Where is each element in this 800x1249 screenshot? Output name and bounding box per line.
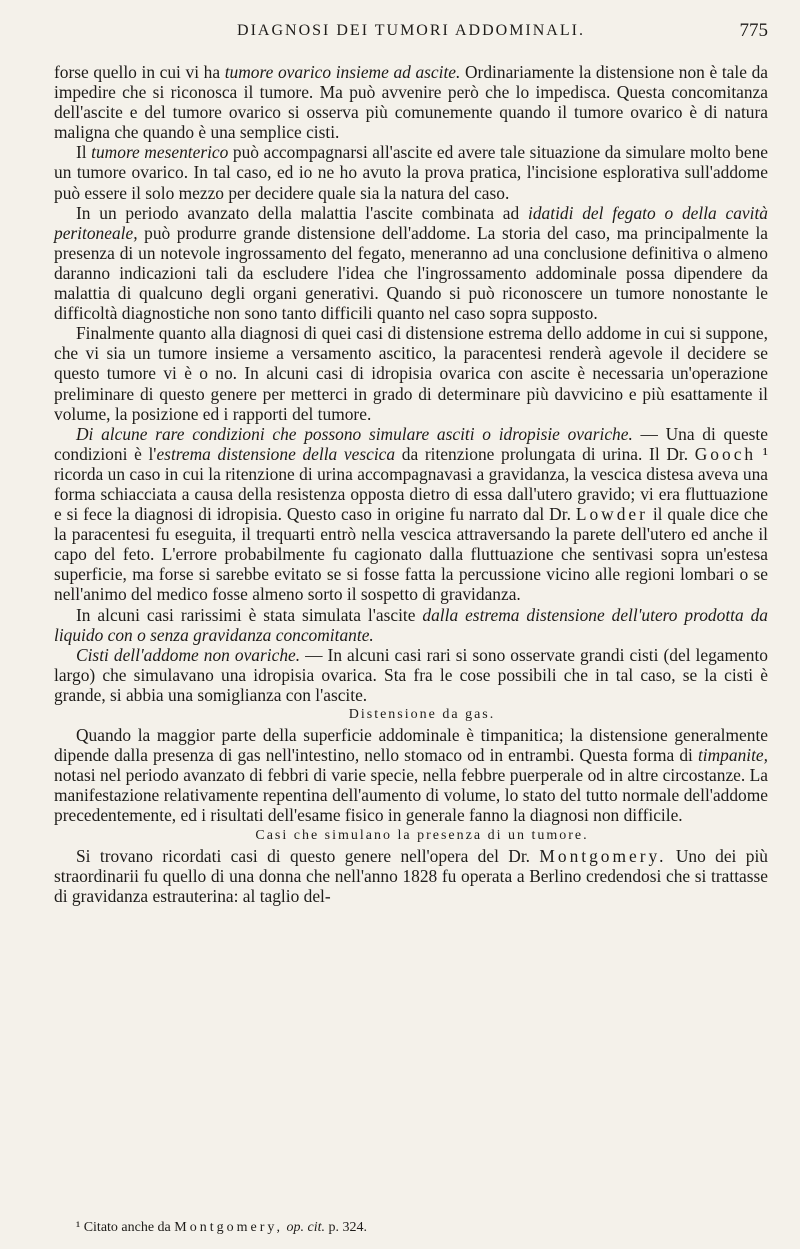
page-number: 775 — [739, 20, 768, 41]
italic-span: tumore mesenterico — [91, 142, 229, 163]
text-span: In alcuni casi rarissimi è stata simulata l'ascite — [76, 604, 423, 625]
text-span: può accompagnarsi all'ascite ed avere tale situazione da simulare molto bene un tumore ovarico. In tal caso, ed io ne ho avuto la prova pratica, l'incisione esplorativa sull'addome può essere il solo mezzo per decidere quale sia la natura del caso. — [54, 142, 768, 203]
text-span: In un periodo avanzato della malattia l'ascite combinata ad — [76, 202, 529, 223]
section-heading: Distensione da gas. — [348, 707, 496, 722]
italic-span: tumore ovarico insieme ad ascite. — [224, 62, 461, 82]
author-name: Montgomery, — [174, 1220, 283, 1235]
paragraph — [54, 424, 768, 605]
italic-span: timpanite, — [697, 745, 768, 766]
text-span: Quando la maggior parte della superficie addominale è timpanitica; la distensione generalmente dipende dalla presenza di gas nell'intestino, nello stomaco od in entrambi. Questa forma di — [54, 725, 768, 766]
italic-span: Cisti dell'addome non ovariche. — [76, 644, 301, 665]
text-span: da ritenzione prolungata di urina. Il Dr. — [395, 443, 695, 464]
footnote-text: p. 324. — [324, 1220, 367, 1235]
paragraph — [54, 725, 768, 825]
italic-span: estrema distensione della vescica — [156, 443, 396, 464]
text-span: ¹ ricorda un caso in cui la ritenzione di urina accompagnavasi a gravidanza, la vescica distesa aveva una forma schiacciata a causa della resistenza opposta dietro di essa dall'utero gravido; vi era fluttuazione e si fece la diagnosi di idropisia. Questo caso in origine fu narrato dal Dr. — [54, 443, 769, 525]
text-span: forse quello in cui vi ha — [54, 62, 225, 82]
section-heading: Casi che simulano la presenza di un tumore. — [255, 827, 589, 843]
text-span: — Una di queste condizioni è l' — [54, 423, 768, 464]
text-span: Si trovano ricordati casi di questo genere nell'opera del Dr. — [76, 845, 540, 866]
text-span: il quale dice che la paracentesi fu eseguita, il trequarti entrò nella vescica attraversando la parete dell'utero ed anche il capo del feto. L'errore probabilmente fu cagionato dalla fluttuazione che sentivasi sopra un'estesa superficie, ma forse si sarebbe evitato se si fosse fatta la percussione vicino alle regioni lombari o se nell'animo del medico fosse almeno sorto il sospetto di gravidanza. — [54, 504, 768, 605]
paragraph — [54, 203, 768, 324]
text-span: Finalmente quanto alla diagnosi di quei casi di distensione estrema dello addome in cui si suppone, che vi sia un tumore insieme a versamento ascitico, la paracentesi renderà agevole il decidere se questo tumore vi è o no. In alcuni casi di idropisia ovarica con ascite è necessaria un'operazione preliminare di questo genere per metterci in grado di determinare più davvicino e più esattamente il volume, la posizione ed i rapporti del tumore. — [54, 323, 768, 424]
paragraph — [54, 645, 768, 705]
text-span: Il — [76, 142, 92, 163]
italic-span: op. cit. — [286, 1220, 325, 1235]
author-name: Lowder — [575, 504, 648, 525]
running-head: DIAGNOSI DEI TUMORI ADDOMINALI. — [237, 22, 585, 39]
footnote — [76, 1219, 768, 1237]
page-header — [54, 20, 768, 44]
paragraph — [54, 605, 768, 645]
text-span: Uno dei più straordinarii fu quello di una donna che nell'anno 1828 fu operata a Berlino credendosi che si trattasse di gravidanza estrauterina: al taglio del- — [54, 845, 768, 906]
text-span: Ordinariamente la distensione non è tale da impedire che si riconosca il tumore. Ma può avvenire però che lo impedisca. Questa concomitanza dell'ascite e del tumore ovarico si osserva più comunemente quando il tumore ovarico è di natura maligna che quando è una semplice cisti. — [54, 62, 768, 143]
footnote-text: ¹ Citato anche da — [76, 1220, 175, 1235]
text-span: notasi nel periodo avanzato di febbri di varie specie, nella febbre puerperale od in altre circostanze. La manifestazione relativamente repentina dell'aumento di volume, lo stato del tutto normale dell'addome precedentemente, ed i risultati dell'esame fisico in generale fanno la diagnosi non difficile. — [54, 765, 768, 826]
body-text — [54, 62, 768, 906]
italic-span: idatidi del fegato o della cavità peritoneale, — [54, 202, 768, 243]
author-name: Gooch — [694, 443, 757, 464]
paragraph — [54, 323, 768, 423]
italic-span: dalla estrema distensione dell'utero prodotta da liquido con o senza gravidanza concomitante. — [54, 604, 768, 645]
italic-span: Di alcune rare condizioni che possono simulare asciti o idropisie ovariche. — [76, 423, 633, 444]
text-span: può produrre grande distensione dell'addome. La storia del caso, ma principalmente la presenza di un notevole ingrossamento del fegato, meneranno ad una conclusione definitiva o almeno daranno indicazioni tali da escludere l'idea che l'ingrossamento addominale possa dipendere da malattia di qualcuno degli organi generativi. Quando si può riconoscere un tumore nonostante le difficoltà diagnostiche non sono tanto difficili quanto nel caso sopra supposto. — [54, 222, 768, 324]
paragraph — [54, 846, 768, 906]
text-span: — In alcuni casi rari si sono osservate grandi cisti (del legamento largo) che simulavano una idropisia ovarica. Sta fra le cose possibili che in tal caso, se la cisti è grande, si abbia una somiglianza con l'ascite. — [54, 644, 768, 705]
paragraph — [54, 142, 768, 202]
author-name: Montgomery. — [539, 845, 667, 866]
paragraph — [54, 62, 768, 142]
